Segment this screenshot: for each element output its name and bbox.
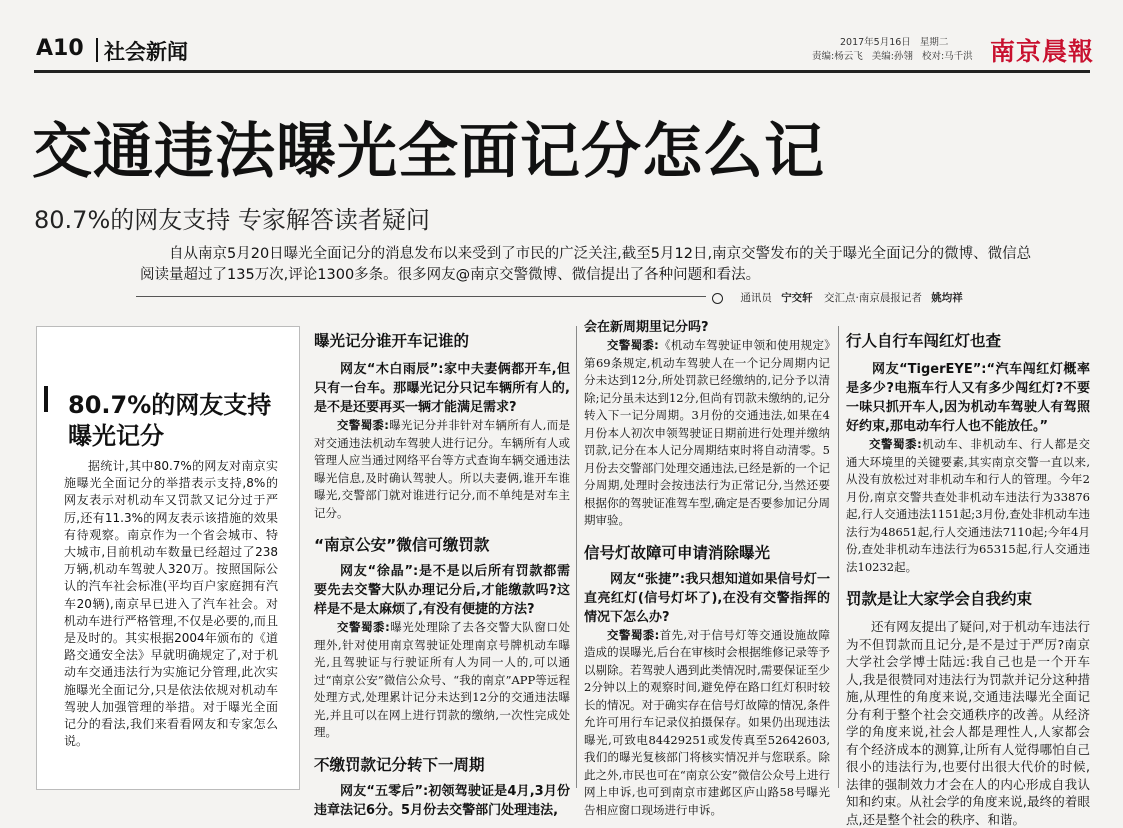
col2-a1-label: 交警蜀黍:	[607, 338, 659, 352]
col2-question-continued: 会在新周期里记分吗?	[584, 320, 709, 335]
col3-heading-2: 罚款是让大家学会自我约束	[846, 590, 1033, 608]
column-divider-1	[576, 326, 577, 788]
byline-circle-icon	[712, 293, 723, 304]
col2-q1-label: 网友“张捷”:	[610, 571, 686, 587]
col1-q3-label: 网友“五零后”:	[340, 783, 429, 799]
col3-a1-label: 交警蜀黍:	[869, 437, 922, 451]
byline-rule	[136, 296, 706, 297]
col1-heading-1: 曝光记分谁开车记谁的	[314, 332, 470, 350]
col2-q1-text: 我只想知道如果信号灯一直亮红灯(信号灯坏了),在没有交警指挥的情况下怎么办?	[584, 571, 830, 625]
designer: 美编:孙翎	[871, 51, 913, 62]
col3-heading-1: 行人自行车闯红灯也查	[846, 332, 1002, 350]
column-3	[846, 330, 1090, 827]
page-number: A10	[36, 36, 84, 61]
column-1	[314, 330, 571, 818]
header-rule	[34, 70, 1090, 73]
col1-q3-text: 初领驾驶证是4月,3月份违章法记6分。5月份去交警部门处理违法,	[314, 783, 570, 818]
col3-q1-label: 网友“TigerEYE”:	[872, 362, 987, 377]
col1-answer-1	[314, 417, 570, 522]
col2-answer-1	[584, 337, 830, 530]
col1-question-3	[314, 782, 570, 820]
column-2	[584, 318, 830, 817]
issue-date-line	[840, 34, 948, 48]
col1-q1-label: 网友“木白雨辰”:	[340, 362, 444, 377]
page-number-divider	[96, 38, 98, 62]
col1-q2-text: 是不是以后所有罚款都需要先去交警大队办理记分后,才能缴款吗?这样是不是太麻烦了,有没有便捷的方法?	[314, 564, 570, 617]
col1-a2-label: 交警蜀黍:	[337, 620, 390, 634]
section-name: 社会新闻	[104, 40, 188, 64]
column-divider-2	[838, 326, 839, 788]
col1-question-1	[314, 360, 570, 417]
sidebar-title: 80.7%的网友支持曝光记分	[68, 391, 272, 450]
col3-question-1	[846, 360, 1090, 436]
col2-question-1	[584, 570, 830, 627]
col3-answer-1	[846, 436, 1090, 576]
col2-answer-2	[584, 627, 830, 820]
col1-heading-3: 不缴罚款记分转下一周期	[314, 755, 485, 774]
col1-q1-text: 家中夫妻俩都开车,但只有一台车。那曝光记分只记车辆所有人的,是不是还要再买一辆才能满足需求?	[314, 362, 570, 415]
issue-date: 2017年5月16日	[840, 37, 911, 48]
issue-weekday: 星期二	[919, 37, 949, 48]
col2-heading-1: 信号灯故障可申请消除曝光	[584, 543, 771, 562]
col1-question-2	[314, 562, 570, 619]
col2-a2-text: 首先,对于信号灯等交通设施故障造成的误曝光,后台在审核时会根据维修记录等予以剔除。若驾驶人遇到此类情况时,需要保证至少2分钟以上的观察时间,避免停在路口红灯积时较长的情况。对于确实存在信号灯故障的情况,条件允许可用行车记录仪拍摄保存。如果仍出现违法曝光,可致电84429251或发传真至52642603,我们的曝光复核部门将核实情况并与您联系。除此之外,市民也可在“南京公安”微信公众号上进行网上申诉,也可到南京市建邺区庐山路58号曝光告相应窗口现场进行申诉。	[584, 627, 830, 817]
article-headline: 交通违法曝光全面记分怎么记	[32, 117, 825, 187]
article-subheadline: 80.7%的网友支持 专家解答读者疑问	[34, 206, 430, 234]
col2-a1-text: 《机动车驾驶证申领和使用规定》第69条规定,机动车驾驶人在一个记分周期内记分未达到12分,所处罚款已经缴纳的,记分予以清除;记分虽未达到12分,但尚有罚款未缴纳的,记分转入下一记分周期。3月份的交通违法,如果在4月份本人初次申领驾驶证日期前进行处理并缴纳罚款,记分在本人记分周期结束时将自动清零。5月份去交警部门处理交通违法,已经是新的一个记分周期,处理时会按违法行为正常记分,当然还要根据你的驾驶证准驾车型,确定是否要参加记分周期审验。	[584, 338, 830, 527]
col1-a1-text: 曝光记分并非针对车辆所有人,而是对交通违法机动车驾驶人进行记分。车辆所有人或管理人应当通过网络平台等方式查询车辆交通违法曝光信息,及时确认驾驶人。所以夫妻俩,谁开车谁曝光,交警部门就对谁进行记分,而不单纯是对车主记分。	[314, 418, 571, 520]
byline-role2: 交汇点·南京晨报记者	[824, 292, 922, 304]
col2-a2-label: 交警蜀黍:	[607, 627, 660, 642]
byline	[712, 290, 963, 305]
byline-role: 通讯员	[740, 292, 772, 304]
col3-a1-text: 机动车、非机动车、行人都是交通大环境里的关键要素,其实南京交警一直以来,从没有放松过对非机动车和行人的管理。今年2月份,南京交警共查处非机动车违法行为33876起,行人交通违法1151起;3月份,查处非机动车违法行为48651起,行人交通违法7110起;今年4月份,查处非机动车违法行为65315起,行人交通违法10232起。	[846, 437, 1090, 574]
col1-a2-text: 曝光处理除了去各交警大队窗口处理外,针对使用南京驾驶证处理南京号牌机动车曝光,且驾驶证与行驶证所有人为同一人的,可以通过“南京公安”微信公众号、“我的南京”APP等远程处理方式,处理累计记分未达到12分的交通违法曝光,并且可以在网上进行罚款的缴纳,一次性完成处理。	[314, 620, 570, 739]
col1-heading-2: “南京公安”微信可缴罚款	[314, 536, 490, 554]
editor: 责编:杨云飞	[812, 51, 863, 62]
byline-name: 宁交轩	[781, 292, 813, 304]
proofreader: 校对:马千洪	[921, 51, 973, 62]
col1-q2-label: 网友“徐晶”:	[340, 564, 419, 579]
col3-paragraph-2: 还有网友提出了疑问,对于机动车违法行为不但罚款而且记分,是不是过于严厉?南京大学社会学博士陆远:我自己也是一个开车人,我是很赞同对违法行为罚款并记分这种措施,从理性的角度来说,交通违法曝光全面记分有利于整个社会交通秩序的改善。从经济学的角度来说,社会人都是理性人,人家都会有个经济成本的测算,让所有人觉得哪怕自己很小的违法行为,也要付出很大代价的时候,法律的强制效力才会在人的内心形成自我认知和约束。从社会学的角度来说,最终的着眼点,还是整个社会的秩序、和谐。	[846, 619, 1090, 827]
sidebar-body: 据统计,其中80.7%的网友对南京实施曝光全面记分的举措表示支持,8%的网友表示对机动车又罚款又记分过于严厉,还有11.3%的网友表示该措施的效果有待观察。南京作为一个省会城市、特大城市,目前机动车数量已经超过了238万辆,机动车驾驶人320万。按照国际公认的汽车社会标准(平均百户家庭拥有汽车20辆),南京早已进入了汽车社会。对机动车进行严格管理,不仅是必要的,而且是及时的。其实根据2004年颁布的《道路交通安全法》早就明确规定了,对于机动车交通违法行为实施记分管理,此次实施曝光全面记分,只是依法依规对机动车驾驶人加强管理的举措。对于曝光全面记分的看法,我们来看看网友和专家怎么说。	[64, 459, 278, 749]
article-intro: 自从南京5月20日曝光全面记分的消息发布以来受到了市民的广泛关注,截至5月12日,南京交警发布的关于曝光全面记分的微博、微信总阅读量超过了135万次,评论1300多条。很多网友@南京交警微博、微信提出了各种问题和看法。	[140, 246, 1032, 283]
col1-answer-2	[314, 619, 570, 742]
byline-reporter: 姚均祥	[931, 292, 963, 304]
col3-q1-text: “汽车闯红灯概率是多少?电瓶车行人又有多少闯红灯?不要一味只抓开车人,因为机动车驾驶人有驾照好约束,那电动车行人也不能放任。”	[846, 362, 1090, 434]
col1-a1-label: 交警蜀黍:	[337, 418, 389, 432]
editor-credits	[812, 48, 973, 62]
newspaper-logo: 南京晨報	[990, 37, 1095, 66]
sidebar-accent-bar	[44, 386, 48, 412]
